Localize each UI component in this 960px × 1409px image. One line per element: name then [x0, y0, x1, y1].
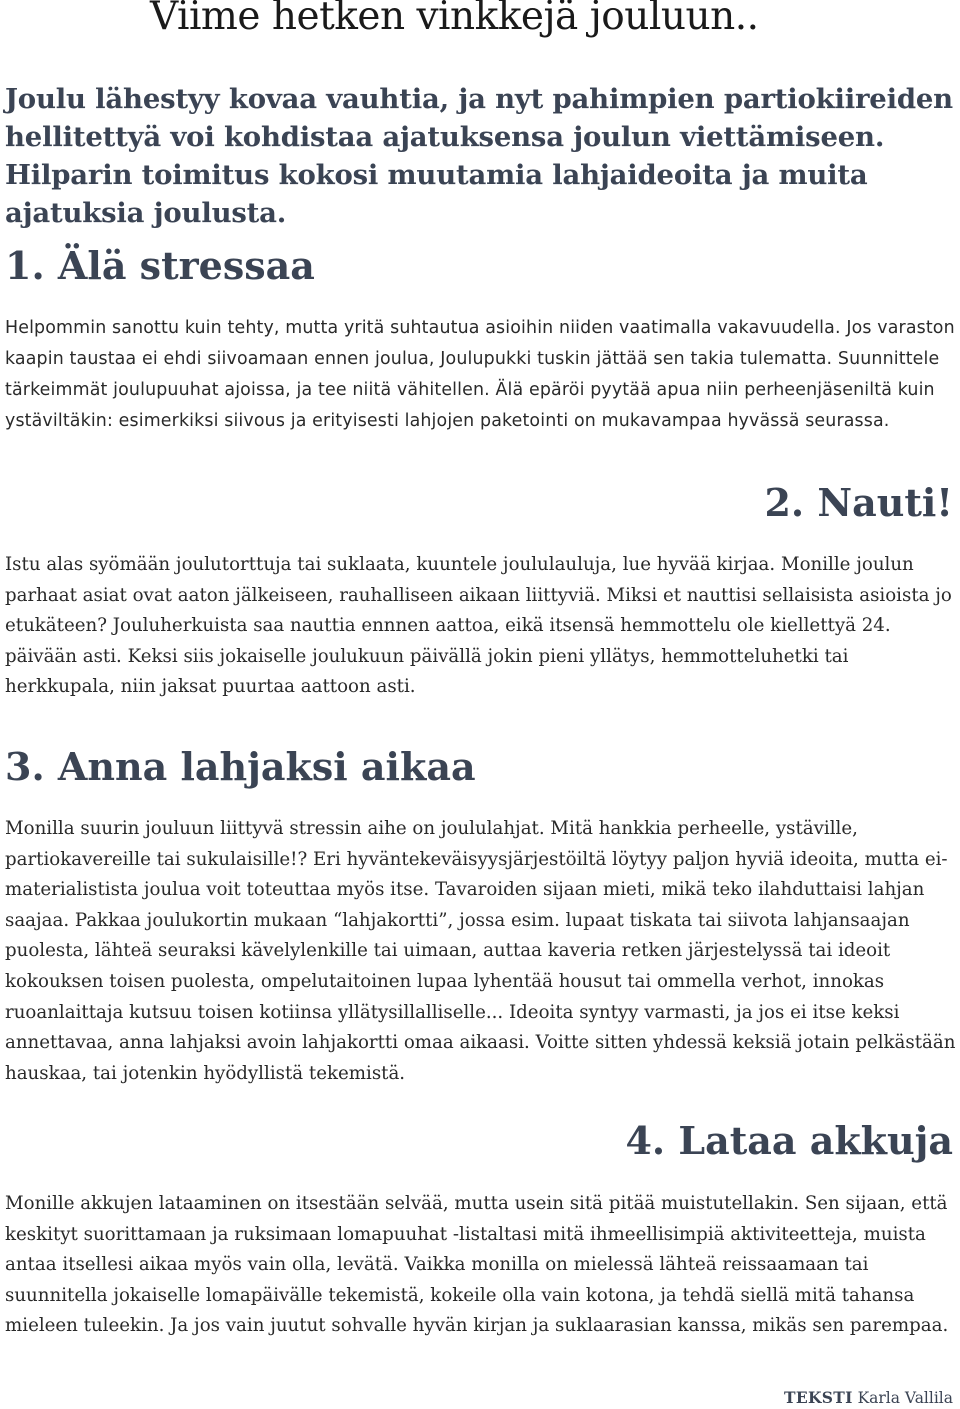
author-credit	[784, 1388, 953, 1407]
section-body-2: Istu alas syömään joulutorttuja tai suklaata, kuuntele joululauluja, lue hyvää kirjaa. Monille joulun parhaat asiat ovat aaton jälkeiseen, rauhalliseen aikaan liittyviä. Miksi et nauttisi sellaisista asioista jo etukäteen? Jouluherkuista saa nauttia ennnen aattoa, eikä itsensä hemmottelu ole kiellettyä 24. päivään asti. Keksi siis jokaiselle joulukuun päivällä jokin pieni yllätys, hemmotteluhetki tai herkkupala, niin jaksat puurtaa aattoon asti.	[5, 554, 952, 698]
credit-author: Karla Vallila	[857, 1389, 953, 1407]
section-heading-1: 1. Älä stressaa	[5, 243, 315, 288]
article-lead: Joulu lähestyy kovaa vauhtia, ja nyt pahimpien partiokiireiden hellitettyä voi kohdistaa ajatuksensa joulun viettämiseen. Hilparin toimitus kokosi muutamia lahjaideoita ja muita ajatuksia joulusta.	[5, 83, 953, 229]
section-body-1: Helpommin sanottu kuin tehty, mutta yritä suhtautua asioihin niiden vaatimalla vakavuudella. Jos varaston kaapin taustaa ei ehdi siivoamaan ennen joulua, Joulupukki tuskin jättää sen takia tulematta. Suunnittele tärkeimmät joulupuuhat ajoissa, ja tee niitä vähitellen. Älä epäröi pyytää apua niin perheenjäseniltä kuin ystäviltäkin: esimerkiksi siivous ja erityisesti lahjojen paketointi on mukavampaa hyvässä seurassa.	[5, 318, 955, 431]
section-heading-2: 2. Nauti!	[764, 480, 953, 525]
section-body-3: Monilla suurin jouluun liittyvä stressin aihe on joululahjat. Mitä hankkia perheelle, ystäville, partiokavereille tai sukulaisille!? Eri hyväntekeväisyysjärjestöiltä löytyy paljon hyviä ideoita, mutta ei-materialistista joulua voit toteuttaa myös itse. Tavaroiden sijaan mieti, mikä teko ilahduttaisi lahjan saajaa. Pakkaa joulukortin mukaan “lahjakortti”, jossa esim. lupaat tiskata tai siivota lahjansaajan puolesta, lähteä seuraksi kävelylenkille tai uimaan, auttaa kaveria retken järjestelyssä tai ideoit kokouksen toisen puolesta, ompelutaitoinen lupaa lyhentää housut tai ommella verhot, innokas ruoanlaittaja kutsuu toisen kotiinsa yllätysillalliselle... Ideoita syntyy varmasti, ja jos ei itse keksi annettavaa, anna lahjaksi avoin lahjakortti omaa aikaasi. Voitte sitten yhdessä keksiä jotain pelkästään hauskaa, tai jotenkin hyödyllistä tekemistä.	[5, 818, 956, 1084]
article-title: Viime hetken vinkkejä jouluun..	[150, 0, 759, 39]
section-body-4: Monille akkujen lataaminen on itsestään selvää, mutta usein sitä pitää muistutellakin. Sen sijaan, että keskityt suorittamaan ja ruksimaan lomapuuhat -listaltasi mitä ihmeellisimpiä aktiviteetteja, muista antaa itsellesi aikaa myös vain olla, levätä. Vaikka monilla on mielessä lähteä reissaamaan tai suunnitella jokaiselle lomapäivälle tekemistä, kokeile olla vain kotona, ja tehdä siellä mitä tahansa mieleen tuleekin. Ja jos vain juutut sohvalle hyvän kirjan ja suklaarasian kanssa, mikäs sen parempaa.	[5, 1193, 949, 1337]
section-heading-3: 3. Anna lahjaksi aikaa	[5, 744, 476, 789]
section-heading-4: 4. Lataa akkuja	[625, 1118, 953, 1163]
credit-label: TEKSTI	[784, 1388, 853, 1407]
